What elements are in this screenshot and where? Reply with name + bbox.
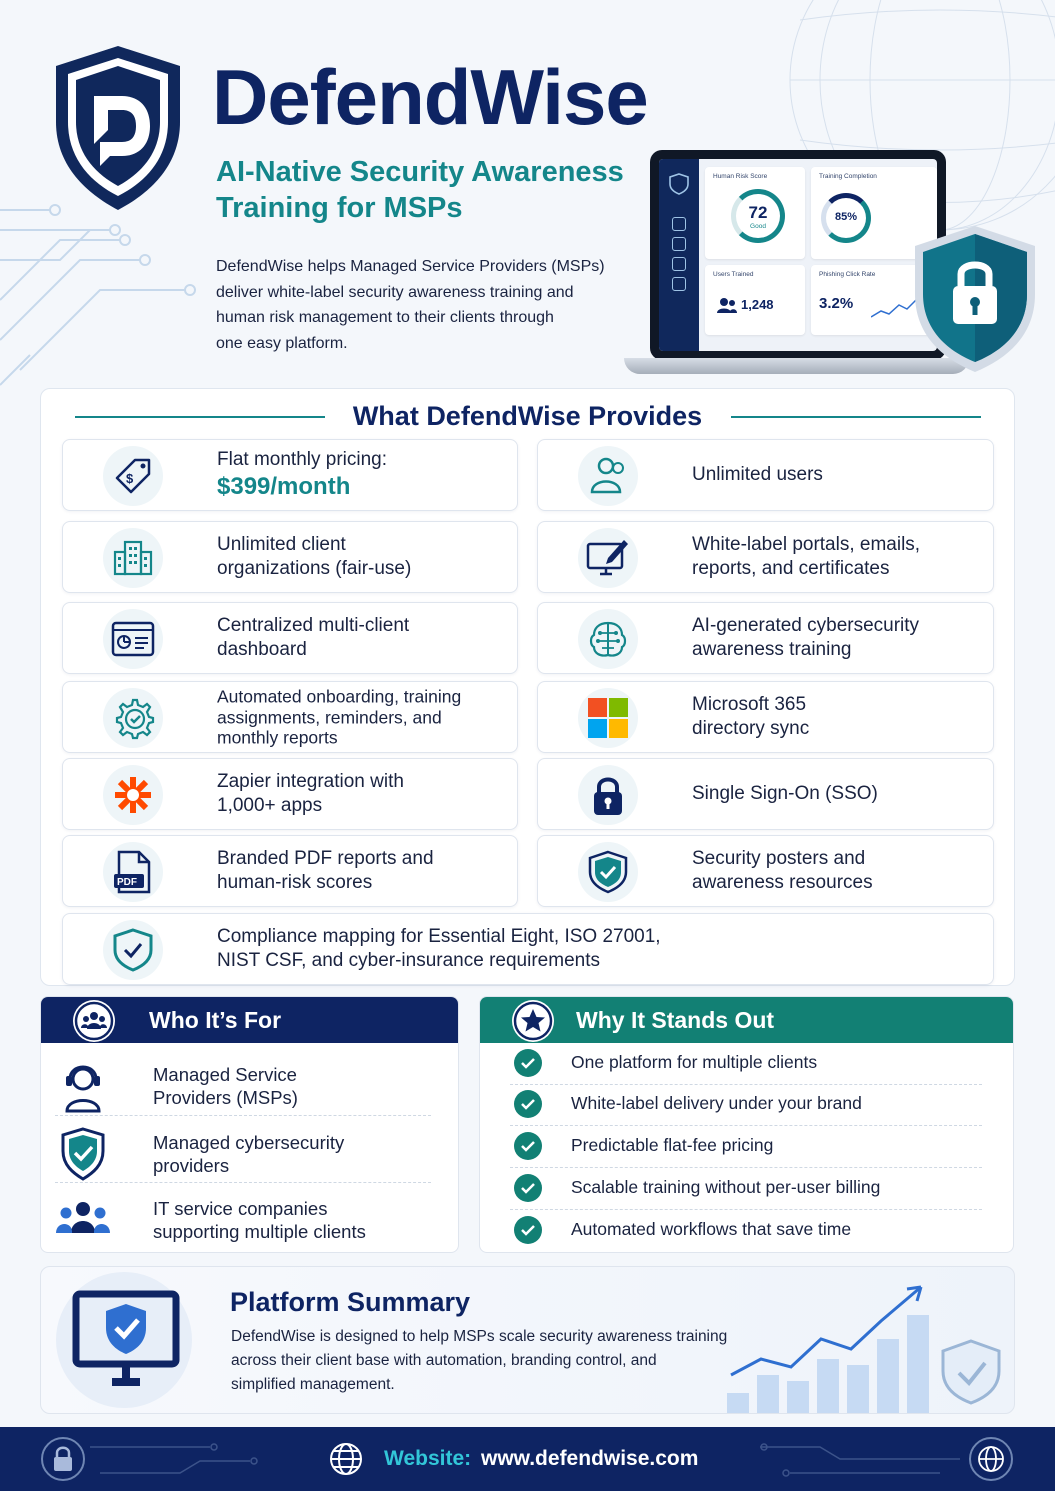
risk-score-value: 72 (748, 203, 768, 222)
laptop-screen (650, 150, 946, 360)
why-panel (479, 996, 1014, 1253)
feature-text: Security posters and (692, 848, 866, 869)
website-link[interactable]: www.defendwise.com (481, 1447, 699, 1470)
pricing-value: $399/month (217, 473, 351, 500)
why-item (510, 1043, 980, 1083)
card-title: Training Completion (819, 173, 877, 180)
who-divider (55, 1115, 431, 1116)
footer (0, 1427, 1055, 1491)
provides-title: What DefendWise Provides (352, 401, 703, 431)
why-text: Scalable training without per-user billing (571, 1177, 881, 1197)
feature-text: awareness resources (692, 872, 873, 893)
why-title: Why It Stands Out (576, 1007, 775, 1033)
who-item-msp (55, 1053, 435, 1119)
feature-text: Unlimited client (217, 534, 346, 555)
feature-text: Zapier integration with (217, 771, 404, 792)
sidebar-doc-icon (672, 237, 686, 251)
card-title: Phishing Click Rate (819, 271, 876, 278)
star-icon (512, 1000, 554, 1042)
feature-text: White-label portals, emails, (692, 534, 921, 555)
summary-text (231, 1325, 751, 1397)
footer-circuit-right-icon (760, 1437, 960, 1481)
footer-globe-icon (969, 1437, 1013, 1481)
feature-text: Unlimited users (692, 464, 823, 485)
who-text: providers (153, 1155, 230, 1176)
feature-text: 1,000+ apps (217, 795, 323, 816)
card-title: Human Risk Score (713, 173, 768, 180)
feature-white-label (537, 521, 994, 593)
ai-brain-icon (578, 609, 638, 669)
gear-check-icon (103, 688, 163, 748)
shield-check-icon (55, 1127, 111, 1181)
zapier-icon (103, 765, 163, 825)
feature-posters (537, 835, 994, 907)
feature-zapier (62, 758, 518, 830)
feature-unlimited-orgs (62, 521, 518, 593)
feature-text: Centralized multi-client (217, 615, 410, 636)
intro-line: DefendWise helps Managed Service Providers (MSPs) (216, 258, 605, 275)
feature-text: human-risk scores (217, 872, 373, 893)
sidebar-list-icon (672, 277, 686, 291)
feature-text: Single Sign-On (SSO) (692, 783, 878, 804)
team-icon (55, 1193, 111, 1247)
feature-text: Automated onboarding, training (217, 686, 462, 707)
globe-icon (328, 1441, 364, 1477)
risk-status: Good (750, 223, 766, 230)
feature-text: organizations (fair-use) (217, 558, 412, 579)
tagline-line: AI-Native Security Awareness (216, 156, 624, 188)
who-header (41, 997, 458, 1043)
summary-line: across their client base with automation, branding control, and (231, 1352, 657, 1369)
pricing-label: Flat monthly pricing: (217, 449, 388, 470)
monitor-shield-icon (56, 1272, 192, 1408)
why-item (510, 1126, 980, 1166)
users-trained-card (705, 265, 805, 335)
human-risk-card (705, 167, 805, 259)
brand-name: DefendWise (212, 53, 648, 141)
feature-pricing (62, 439, 518, 511)
card-title: Users Trained (713, 271, 754, 278)
feature-ai-training (537, 602, 994, 674)
who-text: Providers (MSPs) (153, 1087, 298, 1108)
tagline (216, 154, 646, 227)
feature-text: Branded PDF reports and (217, 848, 434, 869)
intro-line: human risk management to their clients through (216, 309, 554, 326)
why-text: One platform for multiple clients (571, 1052, 818, 1072)
sidebar-report-icon (672, 257, 686, 271)
platform-summary (40, 1266, 1015, 1414)
why-item (510, 1084, 980, 1124)
summary-title: Platform Summary (230, 1287, 471, 1317)
price-tag-icon (103, 446, 163, 506)
provides-section (40, 388, 1015, 986)
feature-automation (62, 681, 518, 753)
who-item-cyber (55, 1121, 435, 1187)
building-icon (103, 528, 163, 588)
summary-line: DefendWise is designed to help MSPs scale security awareness training (231, 1328, 728, 1345)
who-text: Managed Service (153, 1064, 297, 1085)
intro-paragraph (216, 254, 626, 356)
check-icon (514, 1049, 542, 1077)
group-icon (73, 1000, 115, 1042)
compliance-shield-icon (103, 920, 163, 980)
users-icon (717, 297, 737, 313)
feature-unlimited-users (537, 439, 994, 511)
pdf-badge-text: PDF (117, 877, 137, 888)
who-text: supporting multiple clients (153, 1221, 366, 1242)
feature-dashboard (62, 602, 518, 674)
why-text: White-label delivery under your brand (571, 1093, 862, 1113)
why-text: Automated workflows that save time (571, 1219, 852, 1239)
svg-text:$: $ (126, 471, 134, 486)
lock-icon (578, 765, 638, 825)
feature-text: directory sync (692, 718, 810, 739)
why-item (510, 1168, 980, 1208)
feature-text: Compliance mapping for Essential Eight, ISO 27001, (217, 926, 661, 947)
microsoft-icon (578, 688, 638, 748)
intro-line: one easy platform. (216, 334, 348, 352)
who-panel (40, 996, 459, 1253)
feature-microsoft-sync (537, 681, 994, 753)
footer-circuit-left-icon (90, 1437, 290, 1481)
who-title: Who It’s For (149, 1007, 282, 1033)
feature-text: awareness training (692, 639, 852, 660)
sidebar-shield-icon (669, 173, 689, 195)
intro-line: deliver white-label security awareness training and (216, 283, 574, 301)
who-text: IT service companies (153, 1198, 328, 1219)
tagline-line: Training for MSPs (216, 192, 463, 225)
feature-pdf-reports (62, 835, 518, 907)
feature-text: reports, and certificates (692, 558, 890, 579)
who-divider (55, 1182, 431, 1183)
why-text: Predictable flat-fee pricing (571, 1135, 774, 1155)
feature-text: NIST CSF, and cyber-insurance requirements (217, 950, 600, 971)
who-item-it-services (55, 1187, 435, 1253)
summary-line: simplified management. (231, 1376, 395, 1393)
completion-value: 85% (834, 211, 858, 223)
feature-compliance (62, 913, 994, 985)
monitor-pen-icon (578, 528, 638, 588)
footer-lock-icon (41, 1437, 85, 1481)
feature-text: AI-generated cybersecurity (692, 615, 920, 636)
why-header (480, 997, 1013, 1043)
defendwise-logo-icon (52, 44, 184, 212)
feature-sso (537, 758, 994, 830)
check-icon (514, 1216, 542, 1244)
dashboard-sidebar (659, 159, 699, 351)
feature-text: Microsoft 365 (692, 694, 807, 715)
circuit-background-icon (0, 190, 200, 390)
check-icon (514, 1090, 542, 1118)
users-icon (578, 446, 638, 506)
check-icon (514, 1132, 542, 1160)
feature-text: assignments, reminders, and (217, 706, 442, 727)
who-text: Managed cybersecurity (153, 1132, 345, 1153)
sidebar-user-icon (672, 217, 686, 231)
headset-icon (55, 1059, 111, 1113)
why-item (510, 1210, 980, 1250)
growth-chart-icon (721, 1275, 1011, 1414)
pdf-icon (103, 842, 163, 902)
security-lock-shield-icon (913, 224, 1037, 374)
shield-check-icon (578, 842, 638, 902)
users-trained-value: 1,248 (741, 297, 774, 312)
website-label: Website: (384, 1447, 472, 1470)
phishing-rate-value: 3.2% (819, 295, 854, 312)
dashboard-icon (103, 609, 163, 669)
feature-text: monthly reports (217, 727, 338, 748)
feature-text: dashboard (217, 639, 307, 660)
check-icon (514, 1174, 542, 1202)
